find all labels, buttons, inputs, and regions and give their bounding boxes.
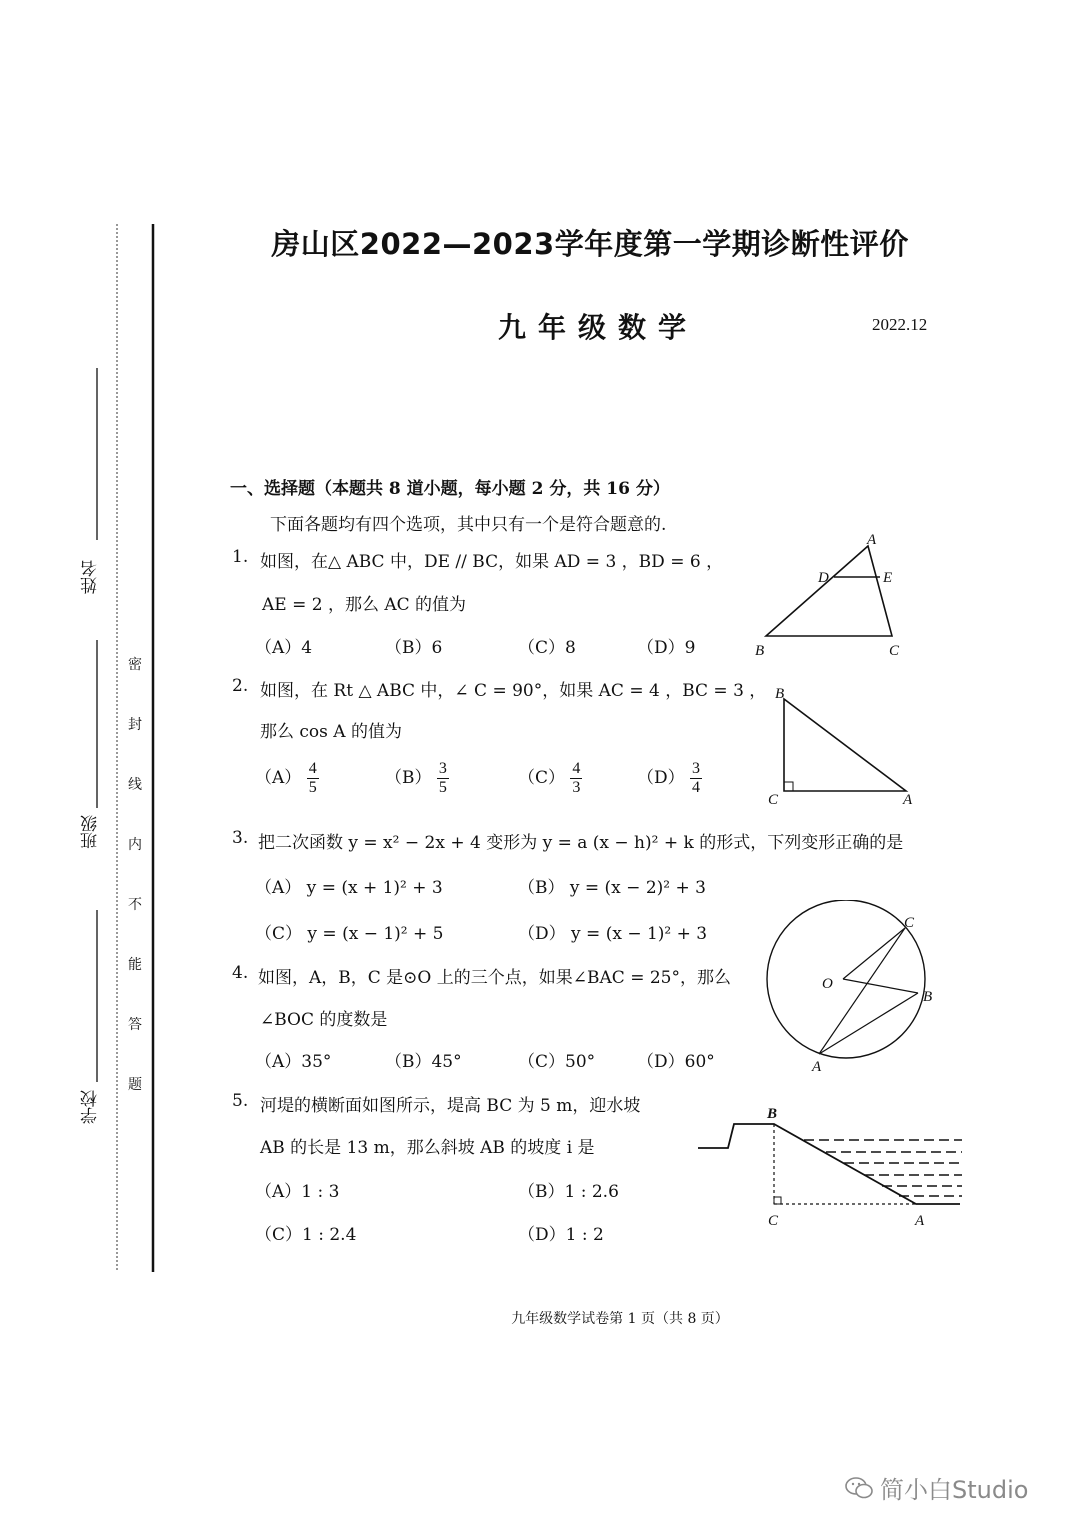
q4-circle-figure: [755, 900, 945, 1080]
q5-option-b[interactable]: （B）1 : 2.6: [518, 1182, 619, 1202]
q1-number: 1.: [232, 547, 249, 567]
q2-text-line2: 那么 cos A 的值为: [260, 722, 402, 742]
q5-label-c: C: [768, 1213, 779, 1229]
q3-option-b[interactable]: （B） y = (x − 2)² + 3: [518, 878, 706, 898]
q2-option-d[interactable]: [637, 760, 702, 797]
seal-char: 能: [128, 957, 142, 973]
q2-option-c-label: （C）: [518, 768, 566, 788]
seal-char: 密: [128, 657, 142, 673]
exam-title: 房山区2022—2023学年度第一学期诊断性评价: [271, 227, 909, 261]
q2-option-c[interactable]: [518, 760, 582, 797]
q4-label-c: C: [904, 915, 915, 931]
exam-date: 2022.12: [872, 315, 928, 334]
q2-option-b[interactable]: [385, 760, 449, 797]
page-footer: 九年级数学试卷第 1 页（共 8 页）: [511, 1311, 729, 1327]
q4-option-a[interactable]: （A）35°: [255, 1052, 332, 1072]
q5-label-b: B: [767, 1106, 778, 1122]
q2-label-b: B: [775, 686, 785, 702]
q2-label-c: C: [768, 792, 779, 808]
q5-option-a[interactable]: （A）1 : 3: [255, 1182, 340, 1202]
q1-text-line1: 如图，在△ ABC 中，DE // BC，如果 AD = 3 ，BD = 6 ，: [260, 552, 724, 572]
seal-char: 答: [128, 1017, 142, 1033]
q1-label-b: B: [755, 643, 765, 659]
q1-label-a: A: [867, 532, 877, 548]
q1-option-c[interactable]: （C）8: [518, 638, 576, 658]
seal-char: 内: [128, 837, 142, 853]
q4-text-line1: 如图，A，B，C 是⊙O 上的三个点，如果∠BAC = 25°，那么: [258, 968, 731, 988]
q2-right-triangle-figure: [760, 682, 925, 812]
q2-option-b-fraction: $\frac{3}{5}$: [438, 760, 447, 796]
q2-option-a-fraction: $\frac{4}{5}$: [308, 760, 317, 796]
q4-number: 4.: [232, 963, 249, 983]
q1-option-d[interactable]: （D）9: [637, 638, 696, 658]
q2-number: 2.: [232, 676, 249, 696]
q4-label-a: A: [812, 1059, 822, 1075]
watermark-text: 简小白Studio: [880, 1476, 1029, 1504]
q1-text-line2: AE = 2 ，那么 AC 的值为: [262, 595, 467, 615]
class-field-label: 班级: [81, 815, 101, 849]
q1-triangle-figure: [750, 528, 920, 663]
q3-option-c[interactable]: （C） y = (x − 1)² + 5: [255, 924, 444, 944]
seal-char: 不: [128, 897, 142, 913]
q2-option-d-fraction: $\frac{3}{4}$: [692, 760, 701, 796]
q1-label-c: C: [889, 643, 900, 659]
q4-label-b: B: [923, 989, 933, 1005]
q1-option-a[interactable]: （A）4: [255, 638, 313, 658]
q4-label-o: O: [822, 976, 833, 992]
q2-text-line1: 如图，在 Rt △ ABC 中，∠ C = 90°，如果 AC = 4 ，BC = 3 ，: [260, 681, 767, 701]
q5-option-c[interactable]: （C）1 : 2.4: [255, 1225, 357, 1245]
q5-embankment-figure: [694, 1100, 970, 1235]
q1-option-b[interactable]: （B）6: [385, 638, 443, 658]
q3-number: 3.: [232, 828, 249, 848]
q2-option-d-label: （D）: [637, 768, 685, 788]
school-field-label: 学校: [81, 1090, 101, 1124]
seal-char: 题: [128, 1077, 142, 1093]
seal-char: 封: [128, 717, 142, 733]
q2-option-a[interactable]: [255, 760, 319, 797]
q2-option-b-label: （B）: [385, 768, 432, 788]
section-instruction: 下面各题均有四个选项，其中只有一个是符合题意的.: [270, 515, 667, 535]
exam-subtitle: 九年级数学: [498, 311, 699, 344]
q2-label-a: A: [903, 792, 913, 808]
q4-option-c[interactable]: （C）50°: [518, 1052, 596, 1072]
q4-option-d[interactable]: （D）60°: [637, 1052, 715, 1072]
watermark: [844, 1470, 1028, 1505]
q1-label-d: D: [818, 570, 829, 586]
q5-option-d[interactable]: （D）1 : 2: [518, 1225, 604, 1245]
q2-option-a-label: （A）: [255, 768, 302, 788]
q5-label-a: A: [915, 1213, 925, 1229]
seal-char: 线: [128, 777, 142, 793]
q4-option-b[interactable]: （B）45°: [385, 1052, 462, 1072]
section-heading: 一、选择题（本题共 8 道小题，每小题 2 分，共 16 分）: [230, 479, 670, 499]
q3-option-a[interactable]: （A） y = (x + 1)² + 3: [255, 878, 443, 898]
q3-option-d[interactable]: （D） y = (x − 1)² + 3: [518, 924, 708, 944]
wechat-icon: [844, 1475, 874, 1501]
q1-label-e: E: [883, 570, 893, 586]
q3-text-line1: 把二次函数 y = x² − 2x + 4 变形为 y = a (x − h)² + k 的形式，下列变形正确的是: [258, 833, 904, 853]
q4-text-line2: ∠BOC 的度数是: [260, 1010, 388, 1030]
q5-text-line1: 河堤的横断面如图所示，堤高 BC 为 5 m，迎水坡: [260, 1096, 641, 1116]
name-field-label: 姓名: [81, 560, 101, 594]
q5-number: 5.: [232, 1091, 249, 1111]
seal-line-text: [128, 654, 142, 1134]
q2-option-c-fraction: $\frac{4}{3}$: [572, 760, 581, 796]
q5-text-line2: AB 的长是 13 m，那么斜坡 AB 的坡度 i 是: [260, 1138, 595, 1158]
